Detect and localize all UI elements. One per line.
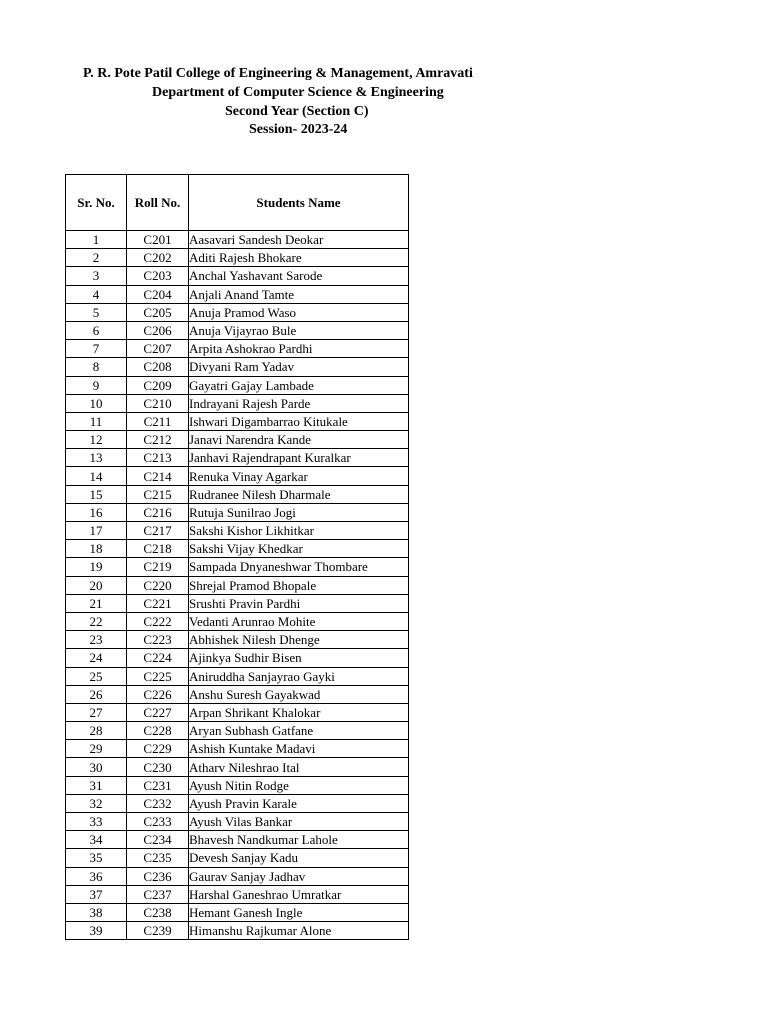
sr-number-cell: 21	[66, 594, 127, 612]
student-name-cell: Anjali Anand Tamte	[189, 285, 409, 303]
table-row	[66, 431, 409, 449]
sr-number-cell: 38	[66, 903, 127, 921]
sr-number-cell: 25	[66, 667, 127, 685]
sr-number-cell: 31	[66, 776, 127, 794]
table-row	[66, 867, 409, 885]
roll-number-cell: C239	[127, 922, 189, 940]
roll-number-cell: C212	[127, 431, 189, 449]
student-name-cell: Aasavari Sandesh Deokar	[189, 231, 409, 249]
table-row	[66, 449, 409, 467]
table-row	[66, 740, 409, 758]
student-name-cell: Janavi Narendra Kande	[189, 431, 409, 449]
student-name-cell: Himanshu Rajkumar Alone	[189, 922, 409, 940]
sr-number-cell: 23	[66, 631, 127, 649]
table-row	[66, 485, 409, 503]
roll-number-cell: C218	[127, 540, 189, 558]
student-name-cell: Atharv Nileshrao Ital	[189, 758, 409, 776]
sr-number-cell: 16	[66, 503, 127, 521]
college-name: P. R. Pote Patil College of Engineering & Management, Amravati	[83, 66, 473, 81]
table-row	[66, 849, 409, 867]
roll-number-cell: C225	[127, 667, 189, 685]
student-name-cell: Ayush Vilas Bankar	[189, 813, 409, 831]
sr-number-cell: 34	[66, 831, 127, 849]
table-row	[66, 594, 409, 612]
roll-number-cell: C237	[127, 885, 189, 903]
student-name-cell: Anuja Vijayrao Bule	[189, 321, 409, 339]
sr-number-cell: 33	[66, 813, 127, 831]
student-name-cell: Arpita Ashokrao Pardhi	[189, 340, 409, 358]
sr-number-cell: 19	[66, 558, 127, 576]
column-header-student-name: Students Name	[189, 175, 409, 231]
roll-number-cell: C236	[127, 867, 189, 885]
sr-number-cell: 2	[66, 249, 127, 267]
sr-number-cell: 26	[66, 685, 127, 703]
sr-number-cell: 22	[66, 612, 127, 630]
table-row	[66, 303, 409, 321]
roll-number-cell: C201	[127, 231, 189, 249]
sr-number-cell: 15	[66, 485, 127, 503]
roll-number-cell: C219	[127, 558, 189, 576]
sr-number-cell: 30	[66, 758, 127, 776]
table-row	[66, 722, 409, 740]
roll-number-cell: C207	[127, 340, 189, 358]
roll-number-cell: C204	[127, 285, 189, 303]
table-row	[66, 467, 409, 485]
table-row	[66, 522, 409, 540]
student-name-cell: Indrayani Rajesh Parde	[189, 394, 409, 412]
department-name: Department of Computer Science & Engineering	[152, 85, 444, 100]
table-row	[66, 558, 409, 576]
table-body	[66, 231, 409, 940]
table-row	[66, 340, 409, 358]
student-name-cell: Aniruddha Sanjayrao Gayki	[189, 667, 409, 685]
table-row	[66, 922, 409, 940]
roll-number-cell: C227	[127, 703, 189, 721]
table-row	[66, 794, 409, 812]
sr-number-cell: 4	[66, 285, 127, 303]
sr-number-cell: 8	[66, 358, 127, 376]
sr-number-cell: 1	[66, 231, 127, 249]
roll-number-cell: C205	[127, 303, 189, 321]
roll-number-cell: C222	[127, 612, 189, 630]
roll-number-cell: C209	[127, 376, 189, 394]
sr-number-cell: 7	[66, 340, 127, 358]
student-name-cell: Aditi Rajesh Bhokare	[189, 249, 409, 267]
student-name-cell: Vedanti Arunrao Mohite	[189, 612, 409, 630]
sr-number-cell: 39	[66, 922, 127, 940]
roll-number-cell: C217	[127, 522, 189, 540]
student-name-cell: Gayatri Gajay Lambade	[189, 376, 409, 394]
roll-number-cell: C232	[127, 794, 189, 812]
roll-number-cell: C229	[127, 740, 189, 758]
student-name-cell: Divyani Ram Yadav	[189, 358, 409, 376]
student-name-cell: Hemant Ganesh Ingle	[189, 903, 409, 921]
year-section: Second Year (Section C)	[225, 104, 369, 119]
roll-number-cell: C206	[127, 321, 189, 339]
roll-number-cell: C210	[127, 394, 189, 412]
sr-number-cell: 13	[66, 449, 127, 467]
table-row	[66, 631, 409, 649]
roll-number-cell: C233	[127, 813, 189, 831]
table-row	[66, 267, 409, 285]
student-name-cell: Sakshi Kishor Likhitkar	[189, 522, 409, 540]
sr-number-cell: 9	[66, 376, 127, 394]
table-row	[66, 903, 409, 921]
table-row	[66, 285, 409, 303]
student-name-cell: Rutuja Sunilrao Jogi	[189, 503, 409, 521]
table-row	[66, 576, 409, 594]
student-name-cell: Srushti Pravin Pardhi	[189, 594, 409, 612]
roll-number-cell: C230	[127, 758, 189, 776]
table-header-row	[66, 175, 409, 231]
table-row	[66, 412, 409, 430]
roll-number-cell: C215	[127, 485, 189, 503]
sr-number-cell: 3	[66, 267, 127, 285]
student-name-cell: Sampada Dnyaneshwar Thombare	[189, 558, 409, 576]
sr-number-cell: 27	[66, 703, 127, 721]
sr-number-cell: 24	[66, 649, 127, 667]
table-row	[66, 358, 409, 376]
student-name-cell: Anshu Suresh Gayakwad	[189, 685, 409, 703]
sr-number-cell: 37	[66, 885, 127, 903]
roll-number-cell: C238	[127, 903, 189, 921]
roll-number-cell: C203	[127, 267, 189, 285]
student-name-cell: Janhavi Rajendrapant Kuralkar	[189, 449, 409, 467]
table-row	[66, 885, 409, 903]
sr-number-cell: 32	[66, 794, 127, 812]
column-header-sr-no: Sr. No.	[66, 175, 127, 231]
column-header-roll-no: Roll No.	[127, 175, 189, 231]
student-name-cell: Harshal Ganeshrao Umratkar	[189, 885, 409, 903]
table-row	[66, 831, 409, 849]
table-row	[66, 813, 409, 831]
table-row	[66, 376, 409, 394]
roll-number-cell: C231	[127, 776, 189, 794]
table-row	[66, 249, 409, 267]
table-row	[66, 703, 409, 721]
roll-number-cell: C202	[127, 249, 189, 267]
roll-number-cell: C214	[127, 467, 189, 485]
table-row	[66, 503, 409, 521]
student-name-cell: Renuka Vinay Agarkar	[189, 467, 409, 485]
student-name-cell: Arpan Shrikant Khalokar	[189, 703, 409, 721]
student-name-cell: Shrejal Pramod Bhopale	[189, 576, 409, 594]
table-row	[66, 394, 409, 412]
roll-number-cell: C234	[127, 831, 189, 849]
table-row	[66, 649, 409, 667]
student-name-cell: Bhavesh Nandkumar Lahole	[189, 831, 409, 849]
sr-number-cell: 29	[66, 740, 127, 758]
student-name-cell: Devesh Sanjay Kadu	[189, 849, 409, 867]
roll-number-cell: C216	[127, 503, 189, 521]
student-name-cell: Ishwari Digambarrao Kitukale	[189, 412, 409, 430]
student-name-cell: Abhishek Nilesh Dhenge	[189, 631, 409, 649]
roll-number-cell: C223	[127, 631, 189, 649]
student-name-cell: Ajinkya Sudhir Bisen	[189, 649, 409, 667]
sr-number-cell: 18	[66, 540, 127, 558]
roll-number-cell: C228	[127, 722, 189, 740]
sr-number-cell: 10	[66, 394, 127, 412]
roll-number-cell: C213	[127, 449, 189, 467]
student-name-cell: Ashish Kuntake Madavi	[189, 740, 409, 758]
table-row	[66, 231, 409, 249]
sr-number-cell: 12	[66, 431, 127, 449]
roll-number-cell: C220	[127, 576, 189, 594]
sr-number-cell: 6	[66, 321, 127, 339]
sr-number-cell: 14	[66, 467, 127, 485]
session-label: Session- 2023-24	[249, 122, 348, 137]
roll-number-cell: C226	[127, 685, 189, 703]
student-name-cell: Anchal Yashavant Sarode	[189, 267, 409, 285]
student-name-cell: Rudranee Nilesh Dharmale	[189, 485, 409, 503]
roll-number-cell: C208	[127, 358, 189, 376]
student-roster-table	[65, 174, 409, 940]
sr-number-cell: 36	[66, 867, 127, 885]
table-row	[66, 321, 409, 339]
roll-number-cell: C221	[127, 594, 189, 612]
table-row	[66, 758, 409, 776]
sr-number-cell: 5	[66, 303, 127, 321]
student-name-cell: Ayush Nitin Rodge	[189, 776, 409, 794]
sr-number-cell: 17	[66, 522, 127, 540]
sr-number-cell: 20	[66, 576, 127, 594]
table-row	[66, 685, 409, 703]
table-row	[66, 667, 409, 685]
sr-number-cell: 35	[66, 849, 127, 867]
sr-number-cell: 11	[66, 412, 127, 430]
student-name-cell: Aryan Subhash Gatfane	[189, 722, 409, 740]
student-name-cell: Anuja Pramod Waso	[189, 303, 409, 321]
roll-number-cell: C211	[127, 412, 189, 430]
roll-number-cell: C235	[127, 849, 189, 867]
sr-number-cell: 28	[66, 722, 127, 740]
table-row	[66, 776, 409, 794]
student-name-cell: Ayush Pravin Karale	[189, 794, 409, 812]
roll-number-cell: C224	[127, 649, 189, 667]
student-name-cell: Gaurav Sanjay Jadhav	[189, 867, 409, 885]
student-name-cell: Sakshi Vijay Khedkar	[189, 540, 409, 558]
table-row	[66, 612, 409, 630]
table-row	[66, 540, 409, 558]
